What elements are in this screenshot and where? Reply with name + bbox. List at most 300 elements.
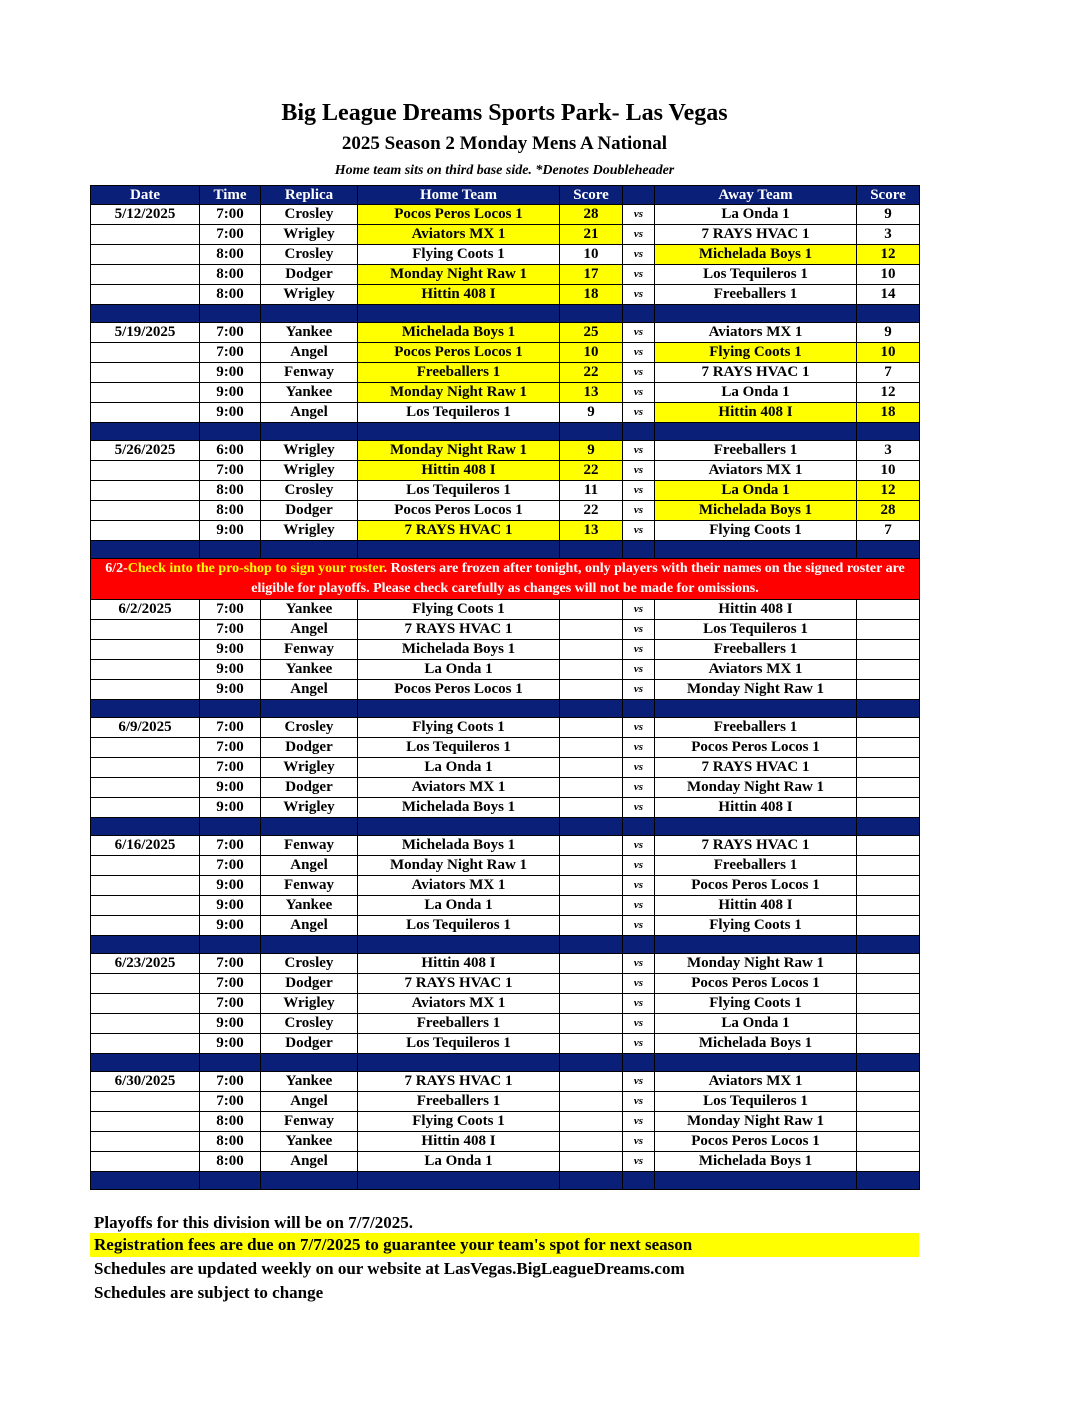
game-row [91,798,920,818]
home-score [560,1152,623,1172]
home-team: Freeballers 1 [358,1092,560,1112]
game-date [91,876,200,896]
game-time: 8:00 [200,265,261,285]
game-row [91,383,920,403]
home-score [560,836,623,856]
vs-label: vs [623,363,655,383]
game-field: Fenway [261,876,358,896]
away-score: 12 [857,481,920,501]
game-date: 5/12/2025 [91,205,200,225]
game-time: 8:00 [200,285,261,305]
game-date [91,994,200,1014]
roster-notice [91,559,920,600]
home-score: 25 [560,323,623,343]
game-row [91,403,920,423]
home-team: Aviators MX 1 [358,225,560,245]
game-row [91,876,920,896]
game-time: 9:00 [200,403,261,423]
home-team: Pocos Peros Locos 1 [358,501,560,521]
home-team: Pocos Peros Locos 1 [358,343,560,363]
vs-label: vs [623,738,655,758]
game-row [91,680,920,700]
game-time: 9:00 [200,896,261,916]
home-score [560,620,623,640]
separator-cell [91,936,200,954]
game-field: Crosley [261,1014,358,1034]
game-date [91,1112,200,1132]
playoffs-note: Playoffs for this division will be on 7/7/2025. [94,1213,413,1232]
home-score: 17 [560,265,623,285]
separator-cell [560,1054,623,1072]
away-score: 9 [857,323,920,343]
game-field: Dodger [261,738,358,758]
away-score [857,1034,920,1054]
game-field: Angel [261,1152,358,1172]
game-row [91,1132,920,1152]
game-time: 8:00 [200,501,261,521]
home-score: 13 [560,383,623,403]
game-time: 7:00 [200,1072,261,1092]
away-team: Aviators MX 1 [655,1072,857,1092]
roster-notice-prefix: 6/2- [105,561,128,576]
separator-cell [200,1054,261,1072]
game-field: Angel [261,680,358,700]
away-score [857,680,920,700]
separator-cell [857,305,920,323]
game-row [91,1072,920,1092]
home-score [560,738,623,758]
home-score [560,798,623,818]
game-time: 8:00 [200,1152,261,1172]
away-score [857,620,920,640]
game-field: Fenway [261,363,358,383]
week-separator-row [91,700,920,718]
home-team: Los Tequileros 1 [358,916,560,936]
separator-cell [358,541,560,559]
game-time: 7:00 [200,836,261,856]
away-team: Michelada Boys 1 [655,1034,857,1054]
game-time: 7:00 [200,205,261,225]
roster-notice-rest: . Rosters are frozen after tonight, only players with their names on the signed roster are eligible for playoffs. Please check carefully as changes will not be made for omissions. [251,561,905,596]
vs-label: vs [623,265,655,285]
home-score: 18 [560,285,623,305]
away-score [857,994,920,1014]
separator-cell [200,818,261,836]
game-row [91,896,920,916]
game-time: 7:00 [200,461,261,481]
vs-label: vs [623,660,655,680]
separator-cell [560,936,623,954]
home-team: Michelada Boys 1 [358,836,560,856]
game-date [91,1132,200,1152]
separator-cell [261,423,358,441]
away-score [857,916,920,936]
home-team: Monday Night Raw 1 [358,265,560,285]
vs-label: vs [623,798,655,818]
away-team: Aviators MX 1 [655,660,857,680]
game-time: 7:00 [200,600,261,620]
vs-label: vs [623,501,655,521]
vs-label: vs [623,1092,655,1112]
separator-cell [857,818,920,836]
home-team: Monday Night Raw 1 [358,383,560,403]
separator-cell [261,305,358,323]
home-team: Michelada Boys 1 [358,323,560,343]
vs-label: vs [623,1132,655,1152]
game-row [91,501,920,521]
game-date [91,1152,200,1172]
game-date [91,521,200,541]
home-team: La Onda 1 [358,896,560,916]
game-date [91,343,200,363]
away-team: La Onda 1 [655,1014,857,1034]
home-team: Los Tequileros 1 [358,738,560,758]
away-team: Freeballers 1 [655,285,857,305]
game-date [91,738,200,758]
separator-cell [560,305,623,323]
vs-label: vs [623,1112,655,1132]
vs-label: vs [623,323,655,343]
schedule-table [90,185,920,1190]
home-team: La Onda 1 [358,758,560,778]
home-team: Pocos Peros Locos 1 [358,680,560,700]
game-date [91,285,200,305]
away-score [857,660,920,680]
away-team: 7 RAYS HVAC 1 [655,363,857,383]
home-score: 28 [560,205,623,225]
game-time: 8:00 [200,1112,261,1132]
vs-label: vs [623,1152,655,1172]
away-score [857,856,920,876]
game-row [91,1092,920,1112]
away-team: Freeballers 1 [655,640,857,660]
game-field: Wrigley [261,441,358,461]
separator-cell [261,1172,358,1190]
home-score [560,856,623,876]
away-team: Pocos Peros Locos 1 [655,876,857,896]
table-header-row [91,186,920,205]
vs-label: vs [623,954,655,974]
away-score [857,1152,920,1172]
home-team: Flying Coots 1 [358,718,560,738]
vs-label: vs [623,521,655,541]
game-field: Wrigley [261,461,358,481]
home-score: 10 [560,245,623,265]
game-field: Crosley [261,954,358,974]
game-date [91,1014,200,1034]
away-score [857,640,920,660]
home-team: Monday Night Raw 1 [358,856,560,876]
away-team: La Onda 1 [655,383,857,403]
game-date [91,403,200,423]
schedule-body [91,205,920,1190]
home-score [560,600,623,620]
vs-label: vs [623,245,655,265]
separator-cell [857,1054,920,1072]
game-date [91,896,200,916]
home-score [560,660,623,680]
game-time: 8:00 [200,1132,261,1152]
vs-label: vs [623,383,655,403]
away-team: Monday Night Raw 1 [655,1112,857,1132]
game-time: 9:00 [200,640,261,660]
vs-label: vs [623,403,655,423]
game-time: 7:00 [200,974,261,994]
game-date: 6/2/2025 [91,600,200,620]
separator-cell [623,1054,655,1072]
game-row [91,521,920,541]
game-date [91,620,200,640]
column-header-replica: Replica [261,186,358,205]
home-score [560,1092,623,1112]
game-date [91,974,200,994]
game-field: Wrigley [261,225,358,245]
game-time: 9:00 [200,1014,261,1034]
vs-label: vs [623,680,655,700]
game-date [91,758,200,778]
separator-cell [91,305,200,323]
away-score [857,1014,920,1034]
game-date [91,501,200,521]
game-field: Yankee [261,660,358,680]
game-row [91,856,920,876]
away-team: Michelada Boys 1 [655,1152,857,1172]
home-team: Hittin 408 I [358,461,560,481]
away-score [857,954,920,974]
separator-cell [623,423,655,441]
separator-cell [623,936,655,954]
away-score [857,836,920,856]
home-team: Monday Night Raw 1 [358,441,560,461]
game-row [91,640,920,660]
registration-note: Registration fees are due on 7/7/2025 to guarantee your team's spot for next season [90,1233,919,1257]
game-row [91,1014,920,1034]
game-row [91,660,920,680]
game-time: 9:00 [200,363,261,383]
separator-cell [358,423,560,441]
home-score [560,1072,623,1092]
game-time: 9:00 [200,1034,261,1054]
game-time: 9:00 [200,383,261,403]
separator-cell [623,818,655,836]
game-row [91,461,920,481]
game-row [91,343,920,363]
game-time: 7:00 [200,620,261,640]
home-score [560,974,623,994]
game-row [91,1112,920,1132]
separator-cell [261,936,358,954]
game-field: Wrigley [261,798,358,818]
away-team: Michelada Boys 1 [655,245,857,265]
separator-cell [358,700,560,718]
game-date: 6/9/2025 [91,718,200,738]
game-time: 7:00 [200,856,261,876]
separator-cell [358,1172,560,1190]
separator-cell [560,423,623,441]
game-row [91,441,920,461]
away-score [857,876,920,896]
separator-cell [857,936,920,954]
away-team: Freeballers 1 [655,441,857,461]
game-time: 7:00 [200,1092,261,1112]
away-score: 18 [857,403,920,423]
column-header-away-team: Away Team [655,186,857,205]
home-score: 9 [560,441,623,461]
game-date: 6/30/2025 [91,1072,200,1092]
vs-label: vs [623,778,655,798]
separator-cell [200,423,261,441]
column-header-time: Time [200,186,261,205]
game-time: 7:00 [200,718,261,738]
away-score [857,718,920,738]
game-row [91,954,920,974]
away-team: 7 RAYS HVAC 1 [655,836,857,856]
away-team: Hittin 408 I [655,896,857,916]
separator-cell [655,1054,857,1072]
game-time: 8:00 [200,245,261,265]
game-field: Yankee [261,600,358,620]
home-team: Flying Coots 1 [358,1112,560,1132]
away-score: 28 [857,501,920,521]
game-row [91,778,920,798]
separator-cell [623,700,655,718]
away-score: 12 [857,245,920,265]
home-team: 7 RAYS HVAC 1 [358,1072,560,1092]
column-header-away-score: Score [857,186,920,205]
away-score: 10 [857,343,920,363]
game-row [91,718,920,738]
week-separator-row [91,423,920,441]
home-team: Michelada Boys 1 [358,798,560,818]
home-score [560,1112,623,1132]
away-score [857,1072,920,1092]
vs-label: vs [623,461,655,481]
away-team: Pocos Peros Locos 1 [655,738,857,758]
separator-cell [358,305,560,323]
away-team: 7 RAYS HVAC 1 [655,758,857,778]
game-time: 9:00 [200,660,261,680]
home-team: Los Tequileros 1 [358,403,560,423]
game-row [91,1034,920,1054]
game-field: Wrigley [261,285,358,305]
game-field: Fenway [261,640,358,660]
game-date: 6/16/2025 [91,836,200,856]
home-score: 9 [560,403,623,423]
home-score [560,718,623,738]
vs-label: vs [623,856,655,876]
game-time: 7:00 [200,738,261,758]
game-row [91,481,920,501]
home-score [560,896,623,916]
away-team: Flying Coots 1 [655,521,857,541]
separator-cell [560,1172,623,1190]
vs-label: vs [623,994,655,1014]
home-team: Pocos Peros Locos 1 [358,205,560,225]
away-score [857,1132,920,1152]
home-team: La Onda 1 [358,1152,560,1172]
home-team: 7 RAYS HVAC 1 [358,620,560,640]
home-team: Hittin 408 I [358,1132,560,1152]
separator-cell [623,541,655,559]
vs-label: vs [623,1014,655,1034]
game-time: 7:00 [200,758,261,778]
away-score [857,1092,920,1112]
column-header-home-score: Score [560,186,623,205]
game-field: Wrigley [261,521,358,541]
home-team: Hittin 408 I [358,954,560,974]
game-time: 8:00 [200,481,261,501]
game-field: Angel [261,1092,358,1112]
away-team: Michelada Boys 1 [655,501,857,521]
week-separator-row [91,305,920,323]
game-row [91,600,920,620]
game-time: 6:00 [200,441,261,461]
game-row [91,225,920,245]
game-field: Crosley [261,205,358,225]
game-time: 9:00 [200,798,261,818]
game-field: Angel [261,403,358,423]
game-date [91,461,200,481]
home-team: Flying Coots 1 [358,245,560,265]
game-time: 7:00 [200,994,261,1014]
separator-cell [261,818,358,836]
vs-label: vs [623,974,655,994]
separator-cell [200,305,261,323]
separator-cell [91,1054,200,1072]
home-score: 22 [560,363,623,383]
game-row [91,285,920,305]
separator-cell [261,541,358,559]
game-row [91,994,920,1014]
week-separator-row [91,541,920,559]
home-score [560,758,623,778]
game-date [91,1092,200,1112]
separator-cell [200,541,261,559]
vs-label: vs [623,1072,655,1092]
home-team: 7 RAYS HVAC 1 [358,974,560,994]
game-date: 6/23/2025 [91,954,200,974]
game-date [91,383,200,403]
away-team: La Onda 1 [655,481,857,501]
away-score: 3 [857,225,920,245]
separator-cell [560,700,623,718]
week-separator-row [91,818,920,836]
game-time: 7:00 [200,343,261,363]
game-row [91,620,920,640]
home-team: Flying Coots 1 [358,600,560,620]
game-time: 7:00 [200,954,261,974]
away-score: 7 [857,363,920,383]
away-score: 10 [857,461,920,481]
away-team: Flying Coots 1 [655,994,857,1014]
away-score: 14 [857,285,920,305]
away-score [857,758,920,778]
vs-label: vs [623,836,655,856]
game-field: Crosley [261,481,358,501]
separator-cell [91,423,200,441]
game-time: 9:00 [200,521,261,541]
game-date [91,916,200,936]
home-score [560,916,623,936]
home-team: Michelada Boys 1 [358,640,560,660]
game-field: Wrigley [261,758,358,778]
away-team: La Onda 1 [655,205,857,225]
separator-cell [623,305,655,323]
game-date [91,856,200,876]
game-field: Yankee [261,1072,358,1092]
week-separator-row [91,1172,920,1190]
away-team: Los Tequileros 1 [655,620,857,640]
